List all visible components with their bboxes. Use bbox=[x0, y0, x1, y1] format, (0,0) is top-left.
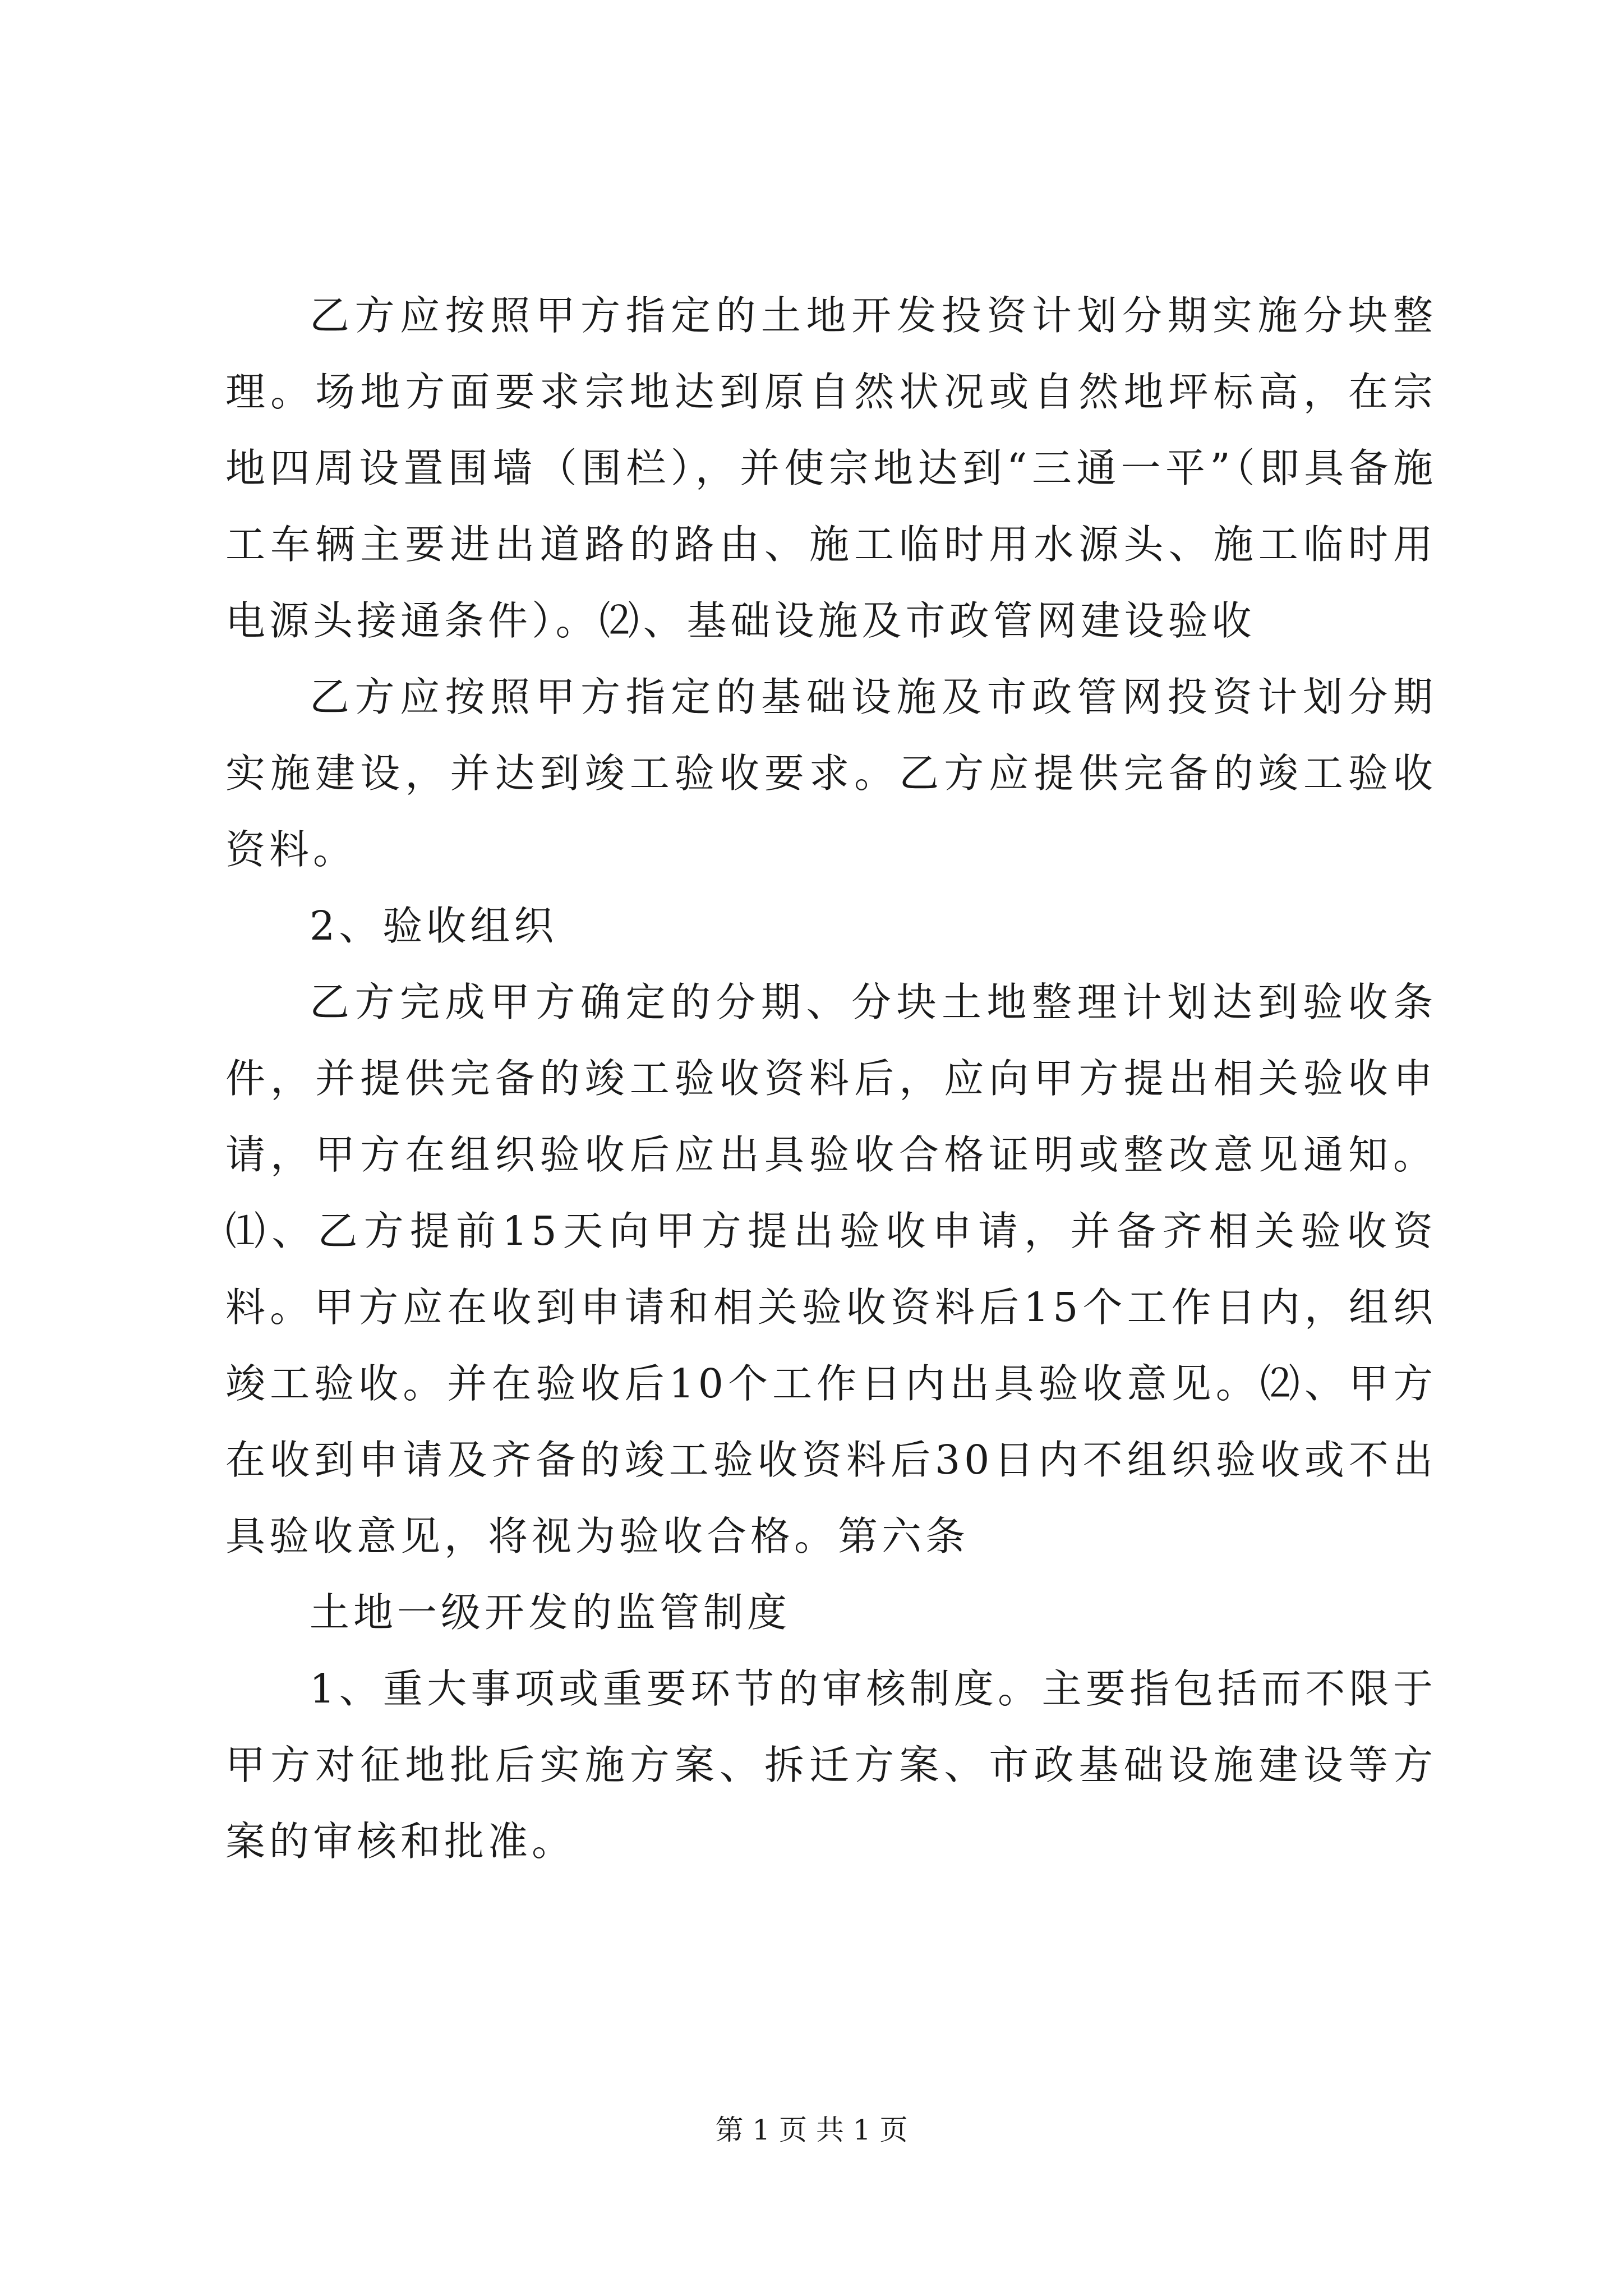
paragraph-review-system: 1、重大事项或重要环节的审核制度。主要指包括而不限于甲方对征地批后实施方案、拆迁方案、市政基础设施建设等方案的审核和批准。 bbox=[225, 1665, 1437, 1865]
paragraph-site-leveling: 乙方应按照甲方指定的土地开发投资计划分期实施分块整理。场地方面要求宗地达到原自然状况或自然地坪标高，在宗地四周设置围墙（围栏），并使宗地达到“三通一平”（即具备施工车辆主要进出道路的路由、施工临时用水源头、施工临时用电源头接通条件）。⑵、基础设施及市政管网建设验收 bbox=[225, 292, 1437, 644]
page-number-footer: 第 1 页 共 1 页 bbox=[715, 2114, 908, 2146]
document-body bbox=[225, 278, 1437, 1880]
paragraph-acceptance-procedure: 乙方完成甲方确定的分期、分块土地整理计划达到验收条件，并提供完备的竣工验收资料后，应向甲方提出相关验收申请，甲方在组织验收后应出具验收合格证明或整改意见通知。⑴、乙方提前15天向甲方提出验收申请，并备齐相关验收资料。甲方应在收到申请和相关验收资料后15个工作日内，组织竣工验收。并在验收后10个工作日内出具验收意见。⑵、甲方在收到申请及齐备的竣工验收资料后30日内不组织验收或不出具验收意见，将视为验收合格。第六条 bbox=[225, 979, 1437, 1559]
section-heading-supervision-system: 土地一级开发的监管制度 bbox=[310, 1589, 791, 1636]
section-heading-acceptance-organization: 2、验收组织 bbox=[310, 903, 558, 949]
paragraph-infrastructure-construction: 乙方应按照甲方指定的基础设施及市政管网投资计划分期实施建设，并达到竣工验收要求。乙方应提供完备的竣工验收资料。 bbox=[225, 674, 1437, 873]
